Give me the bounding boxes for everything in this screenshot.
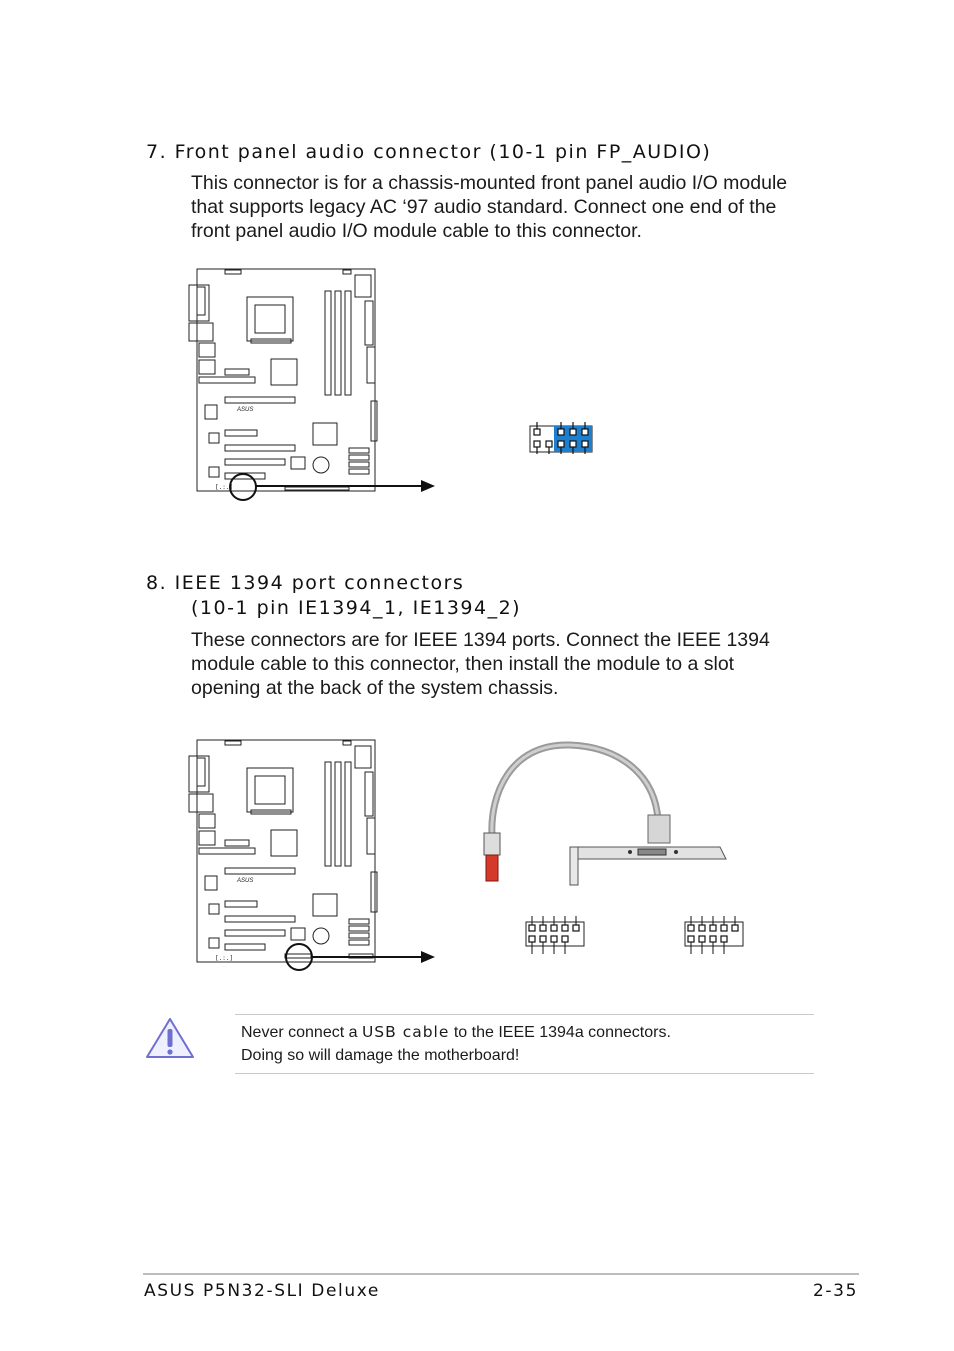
section-7-heading: 7. Front panel audio connector (10-1 pin FP_AUDIO) bbox=[146, 141, 712, 163]
motherboard-layout-diagram-fp-audio bbox=[185, 265, 445, 505]
note-text: to the IEEE 1394a connectors. bbox=[449, 1024, 671, 1041]
section-8-paragraph bbox=[191, 628, 831, 700]
svg-text:ASUS: ASUS bbox=[237, 878, 254, 884]
paragraph-line: front panel audio I/O module cable to this connector. bbox=[191, 220, 642, 242]
footer-rule bbox=[143, 1273, 859, 1275]
note-line bbox=[241, 1021, 811, 1044]
ie1394-1-pin-header bbox=[524, 914, 588, 958]
section-7-paragraph bbox=[191, 171, 831, 243]
svg-text:[.:.]: [.:.] bbox=[215, 484, 234, 491]
warning-triangle-icon bbox=[144, 1016, 196, 1060]
paragraph-line: These connectors are for IEEE 1394 ports. Connect the IEEE 1394 bbox=[191, 629, 770, 651]
fp-audio-pin-header bbox=[528, 420, 598, 460]
note-text: Never connect a bbox=[241, 1024, 362, 1041]
note-divider-top bbox=[235, 1014, 814, 1015]
motherboard-layout-diagram-ieee1394 bbox=[185, 736, 445, 976]
footer-page-number: 2-35 bbox=[813, 1281, 858, 1301]
paragraph-line: opening at the back of the system chassis. bbox=[191, 677, 559, 699]
note-emphasis: USB cable bbox=[361, 1023, 450, 1041]
ie1394-2-pin-header bbox=[683, 914, 747, 958]
note-line: Doing so will damage the motherboard! bbox=[241, 1047, 520, 1064]
warning-note bbox=[241, 1021, 811, 1067]
paragraph-line: that supports legacy AC ‘97 audio standard. Connect one end of the bbox=[191, 196, 777, 218]
paragraph-line: This connector is for a chassis-mounted front panel audio I/O module bbox=[191, 172, 788, 194]
section-8-heading: 8. IEEE 1394 port connectors bbox=[146, 572, 465, 594]
svg-text:ASUS: ASUS bbox=[237, 407, 254, 413]
ieee1394-bracket-cable-illustration bbox=[470, 735, 740, 895]
section-8-heading-subtitle: (10-1 pin IE1394_1, IE1394_2) bbox=[191, 597, 522, 619]
note-divider-bottom bbox=[235, 1073, 814, 1074]
svg-text:[.:.]: [.:.] bbox=[215, 955, 234, 962]
footer-product-name: ASUS P5N32-SLI Deluxe bbox=[144, 1281, 380, 1301]
paragraph-line: module cable to this connector, then install the module to a slot bbox=[191, 653, 735, 675]
